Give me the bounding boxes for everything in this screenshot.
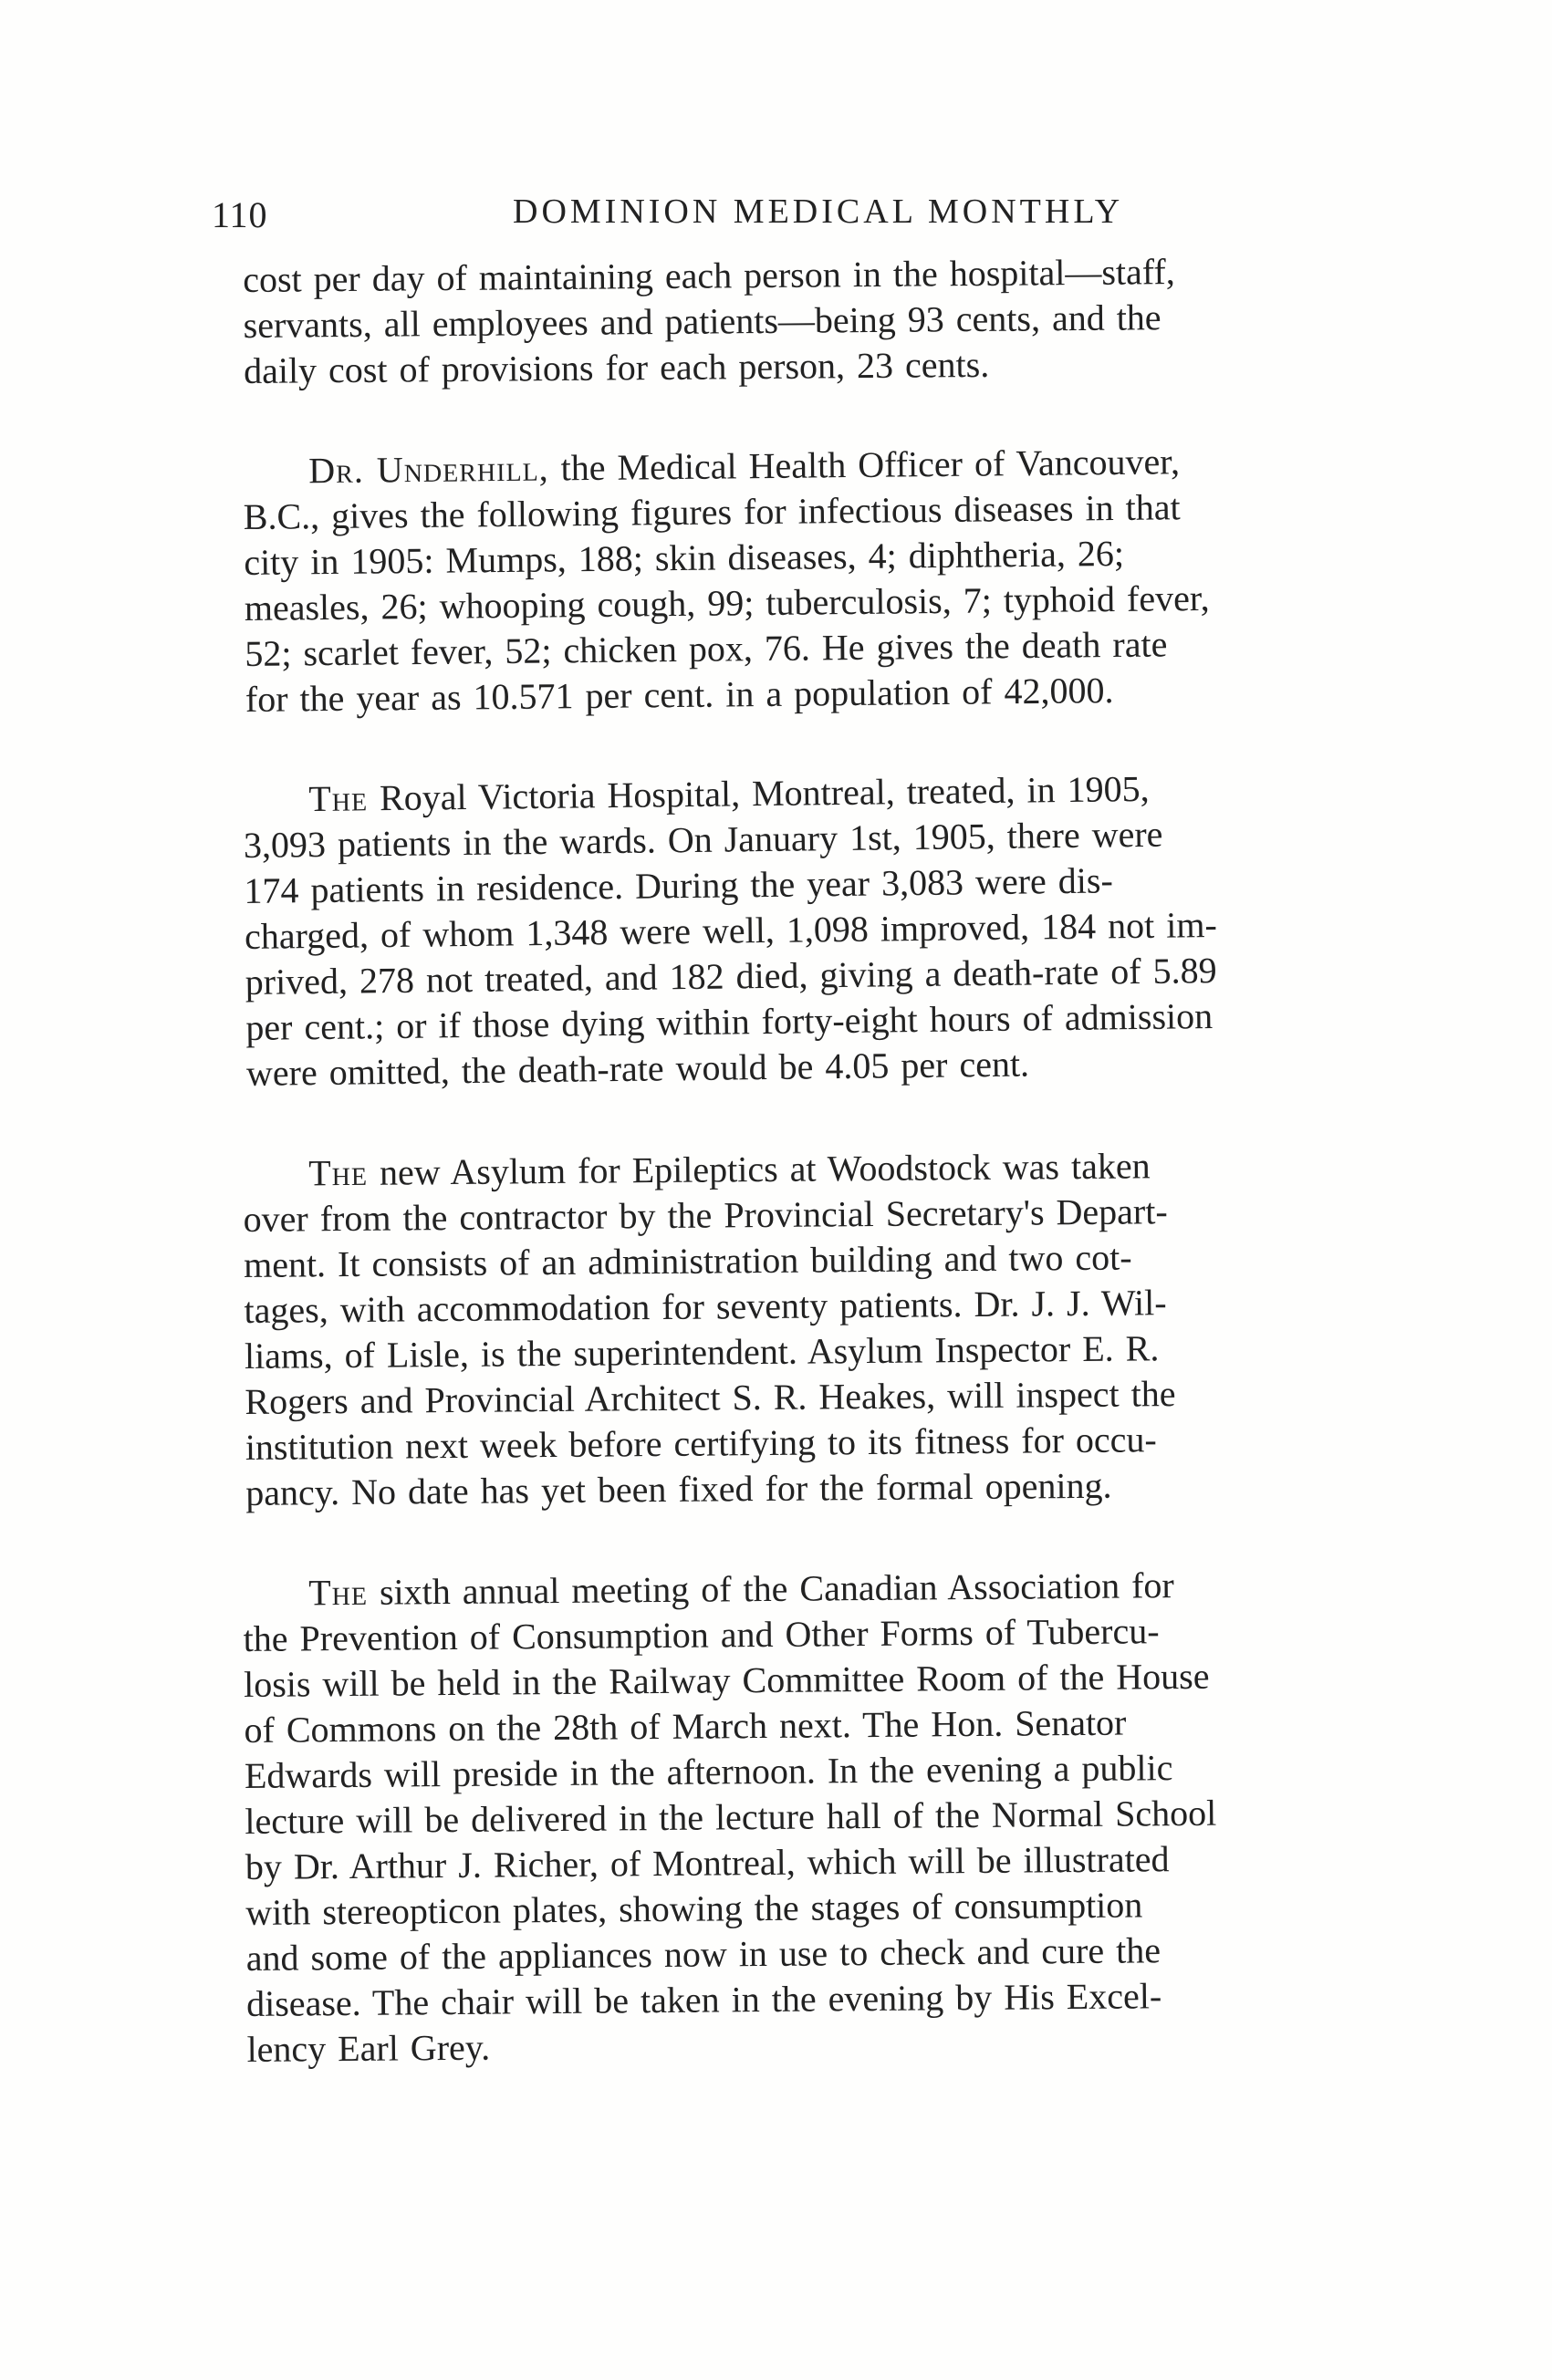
paragraph-lead: The [308, 1571, 369, 1614]
text-line-rest: Royal Victoria Hospital, Montreal, treated, in 1905, [367, 767, 1150, 819]
paragraph-lead: The [308, 1151, 369, 1194]
text-line: daily cost of provisions for each person, 23 cents. [243, 343, 990, 391]
paragraph-hospital-costs [243, 247, 1430, 394]
text-line-rest: the Medical Health Officer of Vancouver, [548, 441, 1181, 489]
text-line: B.C., gives the following figures for infectious diseases in that [243, 486, 1181, 537]
text-line: tages, with accommodation for seventy patients. Dr. J. J. Wil- [244, 1282, 1167, 1331]
text-line: ment. It consists of an administration building and two cot- [243, 1236, 1132, 1285]
paragraph-royal-victoria-hospital [243, 763, 1432, 1096]
text-line: Edwards will preside in the afternoon. In the evening a public [244, 1747, 1173, 1796]
text-line: and some of the appliances now in use to check and cure the [245, 1929, 1161, 1979]
text-line: institution next week before certifying to its fitness for occu- [245, 1419, 1157, 1468]
paragraph-lead: Dr. Underhill, [308, 447, 549, 492]
text-line: servants, all employees and patients—being 93 cents, and the [243, 296, 1161, 346]
text-line: were omitted, the death-rate would be 4.05 per cent. [245, 1043, 1030, 1094]
text-line: over from the contractor by the Provincial Secretary's Depart- [243, 1190, 1168, 1240]
text-line: by Dr. Arthur J. Richer, of Montreal, which will be illustrated [245, 1838, 1170, 1887]
text-line: Rogers and Provincial Architect S. R. Heakes, will inspect the [245, 1373, 1176, 1422]
text-line: of Commons on the 28th of March next. The Hon. Senator [244, 1701, 1127, 1751]
text-line: cost per day of maintaining each person in the hospital—staff, [243, 251, 1175, 300]
text-line: city in 1905: Mumps, 188; skin diseases, 4; diphtheria, 26; [244, 532, 1125, 583]
text-line: the Prevention of Consumption and Other Forms of Tubercu- [243, 1610, 1160, 1659]
text-line: lecture will be delivered in the lecture hall of the Normal School [245, 1792, 1217, 1842]
page-number: 110 [212, 194, 268, 235]
paragraph-vancouver-diseases [243, 436, 1432, 722]
paragraph-lead: The [308, 777, 369, 820]
text-line: 174 patients in residence. During the year 3,083 were dis- [244, 859, 1114, 911]
page-header [212, 182, 1161, 237]
text-line: 3,093 patients in the wards. On January 1st, 1905, there were [243, 813, 1163, 866]
text-line: lency Earl Grey. [246, 2026, 491, 2070]
text-line: disease. The chair will be taken in the evening by His Excel- [245, 1975, 1162, 2024]
paragraph-consumption-association [243, 1561, 1433, 2073]
text-line: measles, 26; whooping cough, 99; tuberculosis, 7; typhoid fever, [244, 577, 1210, 629]
text-line: pancy. No date has yet been fixed for the formal opening. [245, 1464, 1112, 1513]
running-title: DOMINION MEDICAL MONTHLY [513, 192, 1124, 231]
paragraph-woodstock-asylum [243, 1141, 1432, 1516]
text-line: losis will be held in the Railway Committee Room of the House [243, 1655, 1210, 1705]
text-line: per cent.; or if those dying within forty-eight hours of admission [245, 995, 1213, 1048]
article-body [243, 251, 1429, 2127]
text-line-rest: new Asylum for Epileptics at Woodstock was taken [367, 1145, 1151, 1193]
text-line: for the year as 10.571 per cent. in a population of 42,000. [245, 670, 1114, 720]
text-line: prived, 278 not treated, and 182 died, giving a death-rate of 5.89 [245, 949, 1217, 1003]
text-line: with stereopticon plates, showing the stages of consumption [245, 1884, 1143, 1933]
text-line-rest: sixth annual meeting of the Canadian Association for [367, 1564, 1174, 1613]
text-line: liams, of Lisle, is the superintendent. Asylum Inspector E. R. [244, 1327, 1160, 1377]
text-line: 52; scarlet fever, 52; chicken pox, 76. He gives the death rate [245, 623, 1168, 674]
text-line: charged, of whom 1,348 were well, 1,098 improved, 184 not im- [244, 903, 1218, 957]
